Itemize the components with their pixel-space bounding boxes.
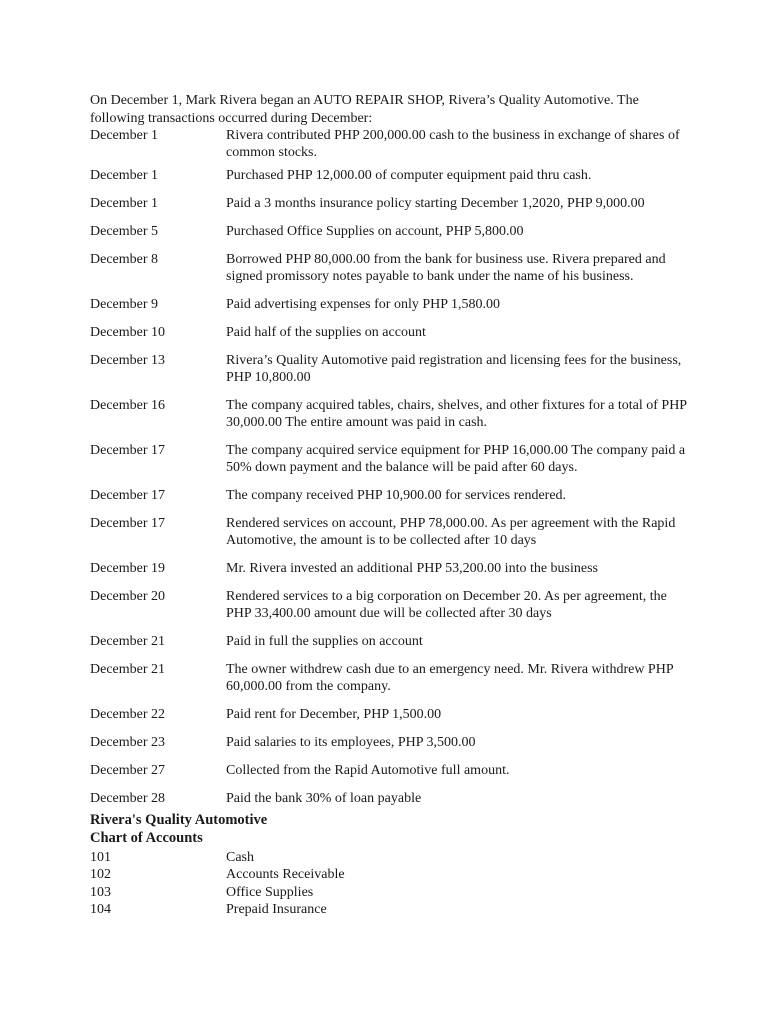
transaction-date: December 17 xyxy=(90,488,166,503)
transaction-description: Rivera’s Quality Automotive paid registration and licensing fees for the business, PHP 10,800.00 xyxy=(226,353,682,385)
transaction-date: December 10 xyxy=(90,325,166,340)
transaction-row xyxy=(90,324,690,341)
account-code: 101 xyxy=(90,850,111,865)
transaction-description: Mr. Rivera invested an additional PHP 53,200.00 into the business xyxy=(226,561,599,576)
transaction-description: The company received PHP 10,900.00 for services rendered. xyxy=(226,488,567,503)
transaction-date: December 5 xyxy=(90,224,159,239)
transaction-row xyxy=(90,251,690,285)
transaction-date: December 22 xyxy=(90,707,166,722)
transaction-row xyxy=(90,397,690,431)
transaction-date: December 21 xyxy=(90,634,166,649)
transaction-description: The company acquired service equipment for PHP 16,000.00 The company paid a 50% down payment and the balance will be paid after 60 days. xyxy=(226,443,686,475)
intro-paragraph: On December 1, Mark Rivera began an AUTO REPAIR SHOP, Rivera’s Quality Automotive. The following transactions occurred during December: xyxy=(90,93,639,126)
account-row xyxy=(90,884,690,901)
transaction-date: December 1 xyxy=(90,128,159,143)
transaction-row xyxy=(90,442,690,476)
account-name: Accounts Receivable xyxy=(226,867,345,883)
transaction-date: December 9 xyxy=(90,297,159,312)
transaction-row xyxy=(90,661,690,695)
account-code: 103 xyxy=(90,884,111,900)
transaction-description: Rendered services on account, PHP 78,000.00. As per agreement with the Rapid Automotive, the amount is to be collected after 10 days xyxy=(226,516,676,548)
transaction-description: Purchased PHP 12,000.00 of computer equipment paid thru cash. xyxy=(226,168,592,183)
transaction-description: Paid in full the supplies on account xyxy=(226,634,423,649)
transaction-description: The company acquired tables, chairs, shelves, and other fixtures for a total of PHP 30,000.00 The entire amount was paid in cash. xyxy=(226,398,687,430)
transaction-date: December 19 xyxy=(90,561,166,576)
transaction-date: December 21 xyxy=(90,662,166,677)
account-name: Prepaid Insurance xyxy=(226,901,327,917)
transaction-description: Paid salaries to its employees, PHP 3,500.00 xyxy=(226,735,476,750)
document-page xyxy=(90,92,690,918)
transaction-row xyxy=(90,560,690,577)
transaction-row xyxy=(90,734,690,751)
transaction-description: Paid rent for December, PHP 1,500.00 xyxy=(226,707,442,722)
transaction-row xyxy=(90,633,690,650)
transaction-date: December 23 xyxy=(90,735,166,750)
account-name: Cash xyxy=(226,850,254,865)
transaction-row xyxy=(90,167,690,184)
account-row xyxy=(90,901,690,918)
account-code: 102 xyxy=(90,867,111,883)
transaction-row xyxy=(90,223,690,240)
transaction-row xyxy=(90,790,690,807)
transaction-row xyxy=(90,487,690,504)
transaction-date: December 20 xyxy=(90,589,166,604)
account-code: 104 xyxy=(90,901,111,917)
transaction-row xyxy=(90,127,690,161)
transaction-description: Paid half of the supplies on account xyxy=(226,325,426,340)
transaction-row xyxy=(90,706,690,723)
transaction-date: December 8 xyxy=(90,252,159,267)
account-row xyxy=(90,866,690,883)
transaction-date: December 27 xyxy=(90,763,166,778)
transaction-description: Rendered services to a big corporation on December 20. As per agreement, the PHP 33,400.00 amount due will be collected after 30 days xyxy=(226,589,667,621)
transaction-description: Purchased Office Supplies on account, PHP 5,800.00 xyxy=(226,224,524,239)
transaction-date: December 28 xyxy=(90,791,166,806)
transaction-date: December 17 xyxy=(90,443,166,458)
transaction-description: Paid the bank 30% of loan payable xyxy=(226,791,422,806)
transaction-description: Paid advertising expenses for only PHP 1,580.00 xyxy=(226,297,501,312)
chart-of-accounts-list xyxy=(90,849,690,918)
transaction-description: Paid a 3 months insurance policy starting December 1,2020, PHP 9,000.00 xyxy=(226,196,645,211)
transaction-date: December 17 xyxy=(90,516,166,531)
transaction-row xyxy=(90,352,690,386)
company-heading: Rivera's Quality Automotive xyxy=(90,812,268,828)
transaction-row xyxy=(90,762,690,779)
account-row xyxy=(90,849,690,866)
transaction-date: December 13 xyxy=(90,353,166,368)
transaction-date: December 1 xyxy=(90,196,159,211)
chart-of-accounts-heading: Chart of Accounts xyxy=(90,830,203,846)
transaction-description: Rivera contributed PHP 200,000.00 cash to the business in exchange of shares of common stocks. xyxy=(226,128,680,160)
transaction-row xyxy=(90,515,690,549)
transaction-date: December 16 xyxy=(90,398,166,413)
transaction-description: Borrowed PHP 80,000.00 from the bank for business use. Rivera prepared and signed promissory notes payable to bank under the name of his business. xyxy=(226,252,666,284)
transaction-row xyxy=(90,195,690,212)
account-name: Office Supplies xyxy=(226,884,314,900)
transaction-row xyxy=(90,588,690,622)
transaction-date: December 1 xyxy=(90,168,159,183)
transaction-row xyxy=(90,296,690,313)
transaction-list xyxy=(90,127,690,807)
transaction-description: The owner withdrew cash due to an emergency need. Mr. Rivera withdrew PHP 60,000.00 from the company. xyxy=(226,662,674,694)
transaction-description: Collected from the Rapid Automotive full amount. xyxy=(226,763,510,778)
